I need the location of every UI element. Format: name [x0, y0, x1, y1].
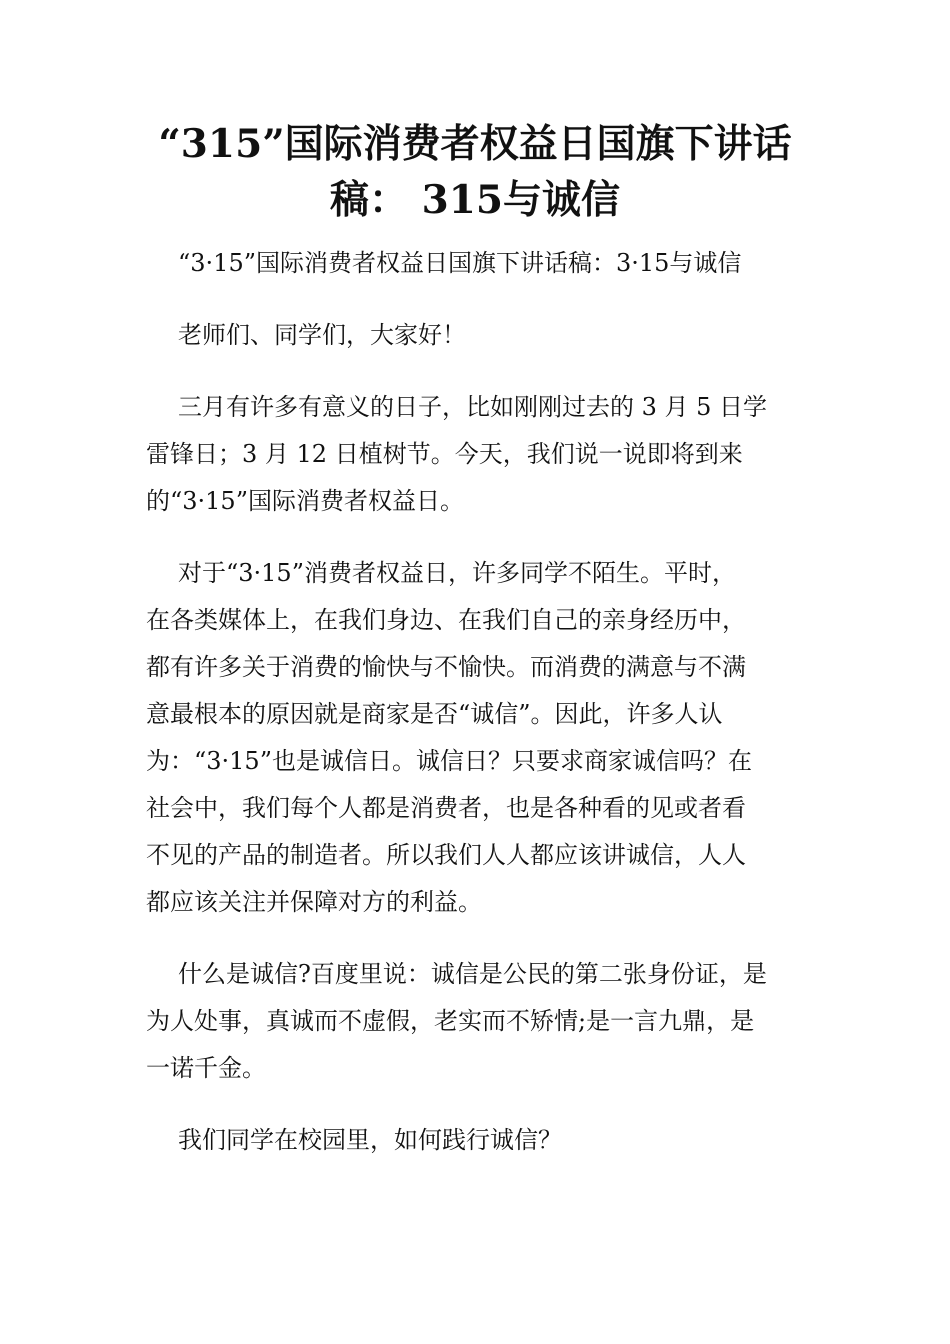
text-line: 雷锋日；3 月 12 日植树节。今天，我们说一说即将到来: [146, 440, 743, 468]
text-line: 都应该关注并保障对方的利益。: [146, 888, 482, 916]
title-line-2: 稿： 315与诚信: [330, 177, 620, 223]
text-line: 三月有许多有意义的日子，比如刚刚过去的 3 月 5 日学: [178, 393, 768, 421]
text-line: 为：“3·15”也是诚信日。诚信日？只要求商家诚信吗？在: [146, 747, 752, 775]
text-line: 我们同学在校园里，如何践行诚信？: [178, 1126, 562, 1154]
text-line: “3·15”国际消费者权益日国旗下讲话稿：3·15与诚信: [178, 249, 742, 277]
document-body: [146, 240, 810, 1189]
paragraph-greeting: [146, 312, 810, 359]
text-line: 在各类媒体上，在我们身边、在我们自己的亲身经历中，: [146, 606, 746, 634]
document-title: [140, 116, 810, 228]
text-line: 对于“3·15”消费者权益日，许多同学不陌生。平时，: [178, 559, 736, 587]
text-line: 的“3·15”国际消费者权益日。: [146, 487, 464, 515]
text-line: 什么是诚信?百度里说：诚信是公民的第二张身份证，是: [178, 960, 767, 988]
paragraph-campus-question: [146, 1117, 810, 1164]
text-line: 老师们、同学们，大家好！: [178, 321, 466, 349]
paragraph-subtitle: [146, 240, 810, 287]
text-line: 都有许多关于消费的愉快与不愉快。而消费的满意与不满: [146, 653, 746, 681]
title-line-1: “315”国际消费者权益日国旗下讲话: [158, 121, 792, 167]
paragraph-consumer-day: [146, 550, 810, 926]
paragraph-march-days: [146, 384, 810, 525]
text-line: 不见的产品的制造者。所以我们人人都应该讲诚信，人人: [146, 841, 746, 869]
text-line: 一诺千金。: [146, 1054, 266, 1082]
paragraph-what-is-integrity: [146, 951, 810, 1092]
text-line: 意最根本的原因就是商家是否“诚信”。因此，许多人认: [146, 700, 723, 728]
text-line: 社会中，我们每个人都是消费者，也是各种看的见或者看: [146, 794, 746, 822]
text-line: 为人处事，真诚而不虚假，老实而不矫情;是一言九鼎，是: [146, 1007, 755, 1035]
